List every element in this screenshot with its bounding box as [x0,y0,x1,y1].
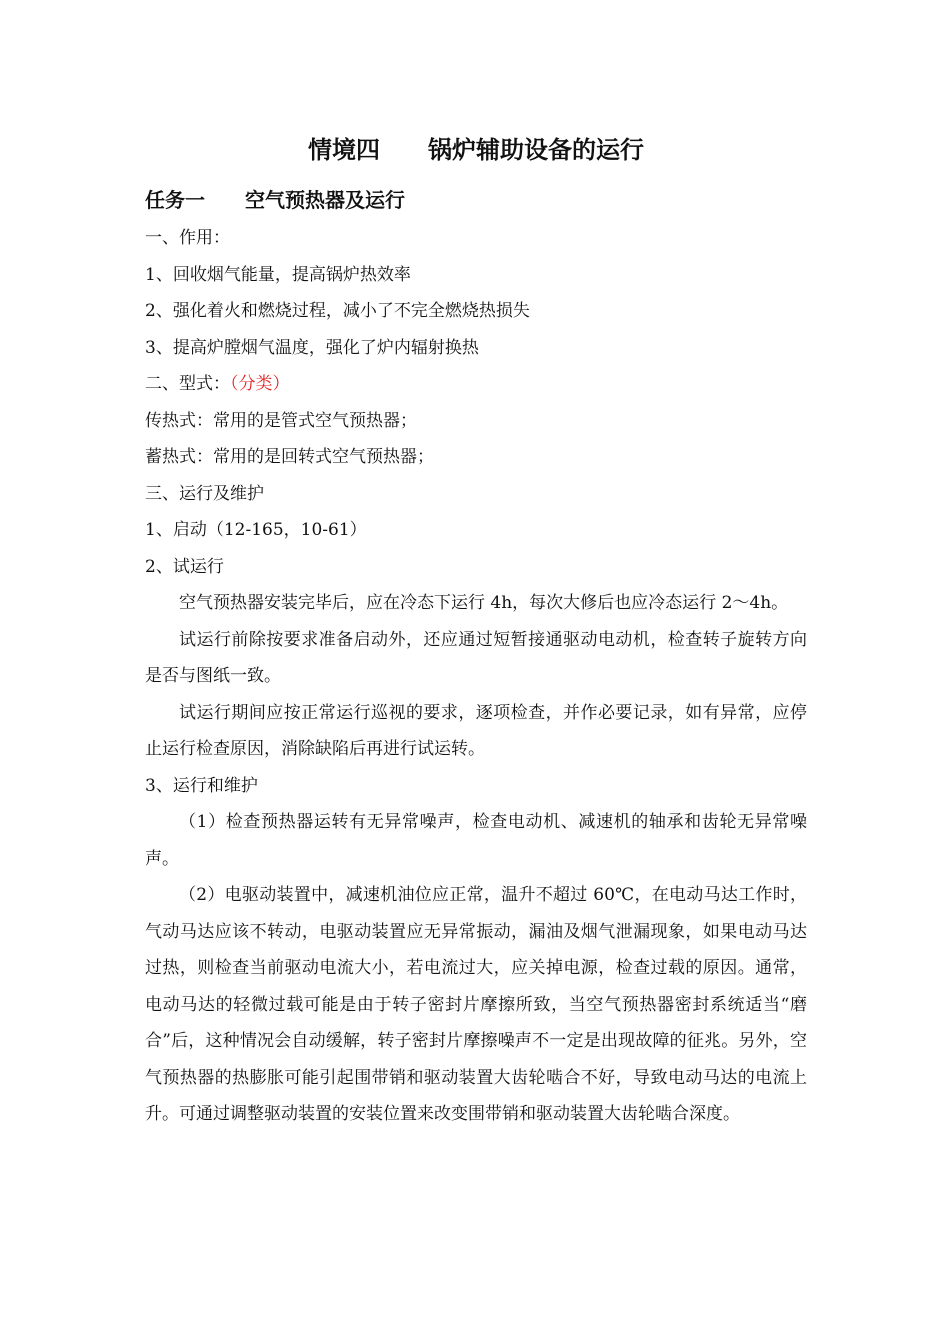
function-item: 2、强化着火和燃烧过程，减小了不完全燃烧热损失 [145,301,530,321]
task-title: 任务一 空气预热器及运行 [145,188,405,212]
function-item: 1、回收烟气能量，提高锅炉热效率 [145,264,411,285]
classification-note: （分类） [230,374,290,394]
type-item: 蓄热式：常用的是回转式空气预热器； [145,447,434,467]
trial-run-paragraph: 试运行前除按要求准备启动外，还应通过短暂接通驱动电动机，检查转子旋转方向是否与图纸一致。 [145,629,807,686]
document-body [145,130,807,1133]
section-heading-function: 一、作用： [145,228,230,248]
maintenance-heading: 3、运行和维护 [145,775,258,796]
section-heading-type-label: 二、型式： [145,374,230,394]
function-item: 3、提高炉膛烟气温度，强化了炉内辐射换热 [145,337,479,358]
startup-item: 1、启动（12-165，10-61） [145,520,367,540]
trial-run-heading: 2、试运行 [145,556,224,577]
maintenance-paragraph: （1）检查预热器运转有无异常噪声，检查电动机、减速机的轴承和齿轮无异常噪声。 [145,812,807,869]
maintenance-paragraph: （2）电驱动装置中，减速机油位应正常，温升不超过 60℃，在电动马达工作时，气动马达应该不转动，电驱动装置应无异常振动，漏油及烟气泄漏现象，如果电动马达过热，则检查当前驱动电流大小，若电流过大，应关掉电源，检查过载的原因。通常，电动马达的轻微过载可能是由于转子密封片摩擦所致，当空气预热器密封系统适当“磨合”后，这种情况会自动缓解，转子密封片摩擦噪声不一定是出现故障的征兆。另外，空气预热器的热膨胀可能引起围带销和驱动装置大齿轮啮合不好，导致电动马达的电流上升。可通过调整驱动装置的安装位置来改变围带销和驱动装置大齿轮啮合深度。 [145,885,807,1124]
section-heading-type [145,366,807,403]
type-item: 传热式：常用的是管式空气预热器； [145,410,417,431]
section-heading-operation: 三、运行及维护 [145,483,264,504]
trial-run-paragraph: 空气预热器安装完毕后，应在冷态下运行 4h，每次大修后也应冷态运行 2～4h。 [179,593,789,613]
trial-run-paragraph: 试运行期间应按正常运行巡视的要求，逐项检查，并作必要记录，如有异常，应停止运行检查原因，消除缺陷后再进行试运转。 [145,702,807,759]
chapter-title: 情境四 锅炉辅助设备的运行 [308,136,644,164]
